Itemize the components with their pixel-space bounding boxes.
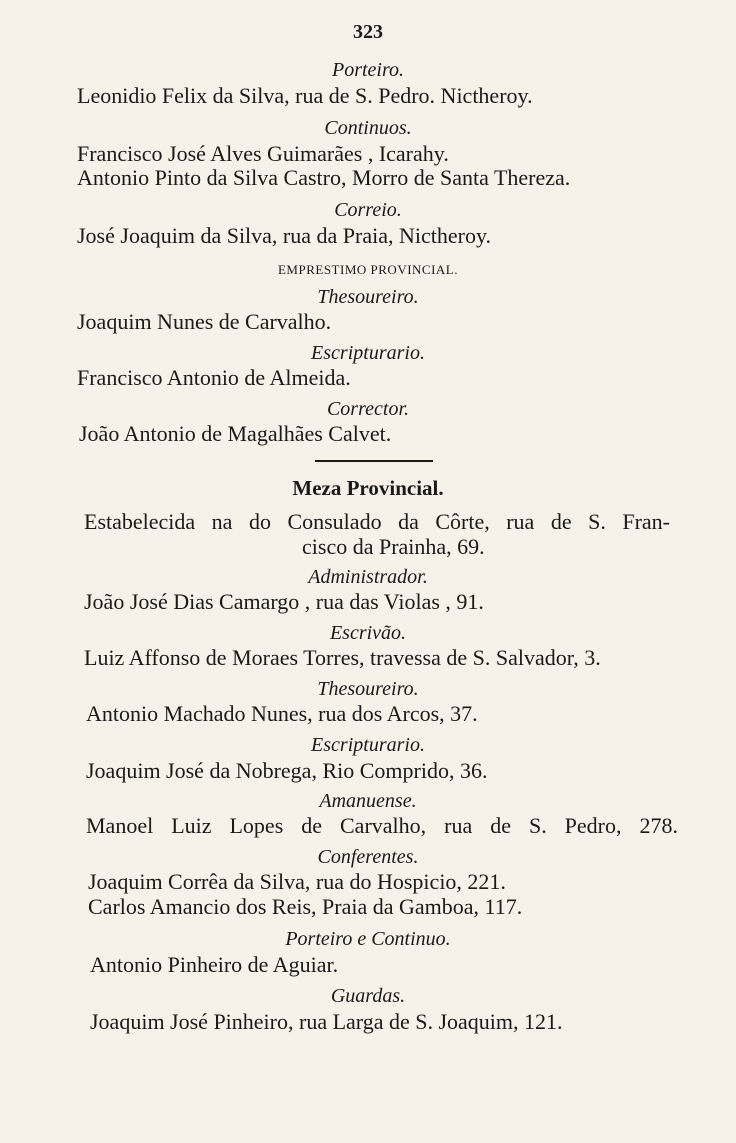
heading-escripturario-2: Escripturario. [311,734,425,756]
entry-antonio-aguiar: Antonio Pinheiro de Aguiar. [90,952,339,977]
entry-joao-calvet: João Antonio de Magalhães Calvet. [79,421,392,446]
entry-estabelecida-line2: cisco da Prainha, 69. [302,534,485,559]
entry-estabelecida-line1: Estabelecida na do Consulado da Côrte, rua de S. Fran- [84,509,670,534]
entry-jose-joaquim: José Joaquim da Silva, rua da Praia, Nictheroy. [77,223,492,248]
entry-joao-camargo: João José Dias Camargo , rua das Violas , 91. [84,589,484,614]
section-emprestimo-provincial: EMPRESTIMO PROVINCIAL. [277,262,458,277]
heading-guardas: Guardas. [330,985,406,1007]
section-title-meza-provincial: Meza Provincial. [292,476,444,500]
heading-porteiro: Porteiro. [331,59,405,81]
entry-antonio-nunes: Antonio Machado Nunes, rua dos Arcos, 37. [86,701,478,726]
heading-administrador: Administrador. [308,566,428,588]
entry-luiz-torres: Luiz Affonso de Moraes Torres, travessa de S. Salvador, 3. [84,645,601,670]
section-divider [315,460,433,462]
heading-thesoureiro-2: Thesoureiro. [317,678,419,700]
entry-joaquim-pinheiro: Joaquim José Pinheiro, rua Larga de S. Joaquim, 121. [90,1009,563,1034]
heading-escripturario-1: Escripturario. [311,342,425,364]
heading-thesoureiro-1: Thesoureiro. [317,286,419,308]
heading-conferentes: Conferentes. [317,846,419,868]
heading-correio: Correio. [334,199,402,221]
entry-joaquim-nunes: Joaquim Nunes de Carvalho. [77,309,332,334]
heading-corrector: Corrector. [326,398,410,420]
entry-carlos-reis: Carlos Amancio dos Reis, Praia da Gamboa, 117. [88,894,523,919]
page-number: 323 [353,21,383,43]
heading-escrivao: Escrivão. [329,622,407,644]
entry-francisco-almeida: Francisco Antonio de Almeida. [77,365,351,390]
heading-amanuense: Amanuense. [319,790,417,812]
entry-joaquim-nobrega: Joaquim José da Nobrega, Rio Comprido, 36. [86,758,488,783]
entry-antonio-castro: Antonio Pinto da Silva Castro, Morro de Santa Thereza. [77,165,571,190]
entry-manoel-carvalho: Manoel Luiz Lopes de Carvalho, rua de S. Pedro, 278. [86,813,678,838]
entry-leonidio: Leonidio Felix da Silva, rua de S. Pedro. Nictheroy. [77,83,533,108]
heading-continuos: Continuos. [324,117,412,139]
entry-joaquim-correa: Joaquim Corrêa da Silva, rua do Hospicio, 221. [88,869,506,894]
heading-porteiro-e-continuo: Porteiro e Continuo. [285,928,451,950]
entry-francisco-guimaraes: Francisco José Alves Guimarães , Icarahy. [77,141,449,166]
